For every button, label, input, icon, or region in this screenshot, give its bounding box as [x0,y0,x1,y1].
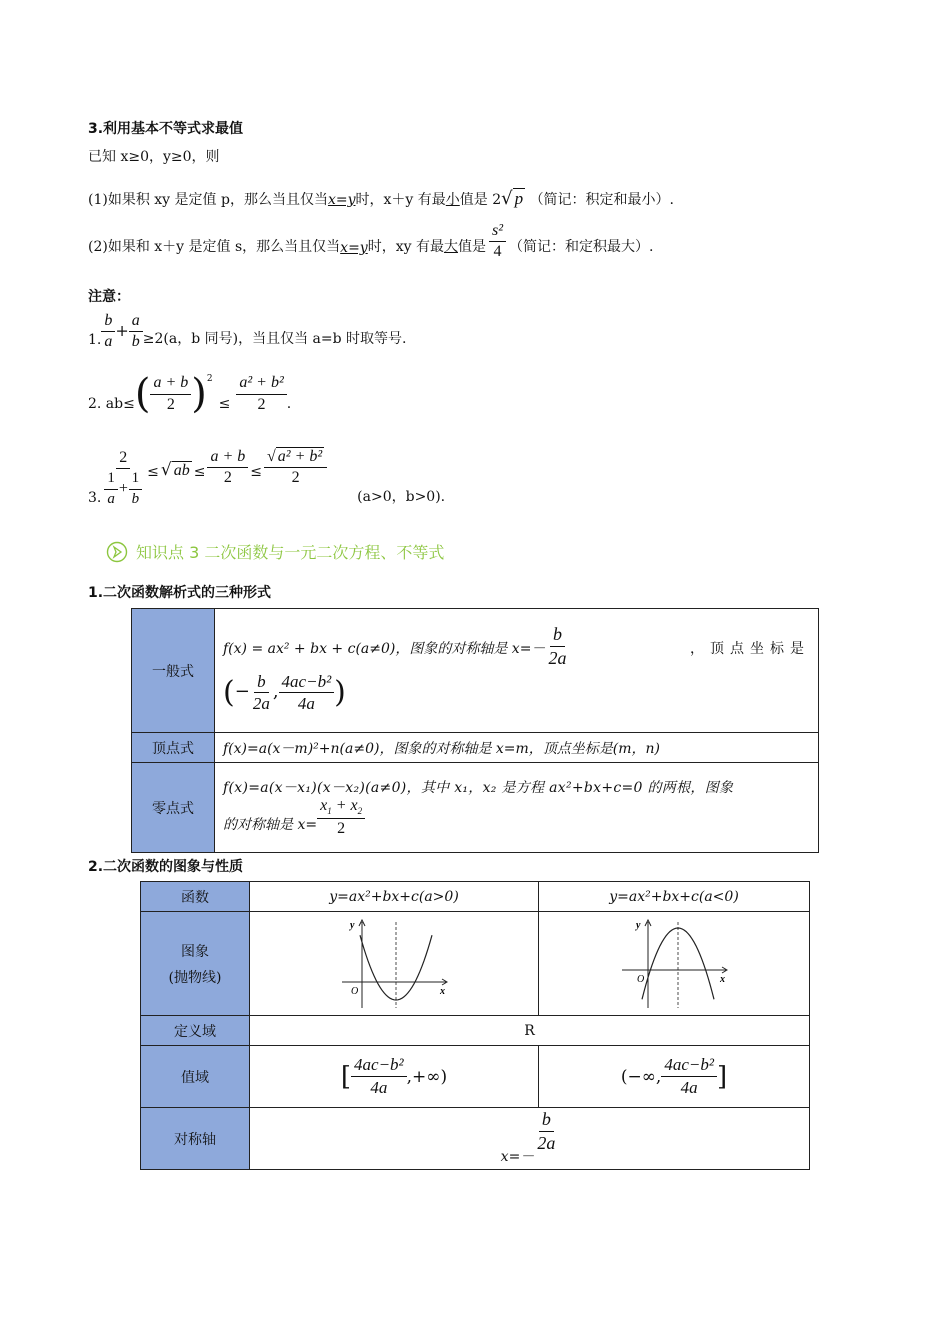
table-row [141,1108,810,1170]
s2-over-4: $\frac{\text{s²}}{4}$ [489,222,506,262]
head-domain: 定义域 [141,1016,250,1046]
form-head-general: 一般式 [132,609,215,733]
axis-value: x=－ $\frac{b}{2a}$ [250,1108,810,1170]
table-row [132,733,819,763]
note-2: 2. ab≤ ( $\frac{a + b}{2}$ ) $^2$ ≤ $\frac{\text{a² + b²}}{2}$ . [88,371,292,417]
table-row [141,912,810,1016]
func-a-negative: y=ax²+bx+c(a<0) [539,882,810,912]
graph-upward [250,912,539,1016]
form-vertex: f(x)=a(x－m)²+n(a≠0)，图象的对称轴是 x=m，顶点坐标是(m，n) [215,733,819,763]
note-3: 3. 2 $\frac{1}{a}$ + $\frac{1}{b}$ ≤ √ ab ≤ $\frac{a + b}{2}$ ≤ $\frac{\text{√ a² + b²}}{2}$ (a>0，b>0). [88,448,446,507]
arrow-circle-icon [106,541,128,563]
form-general: f(x) = ax² + bx + c(a≠0)，图象的对称轴是 x=－ $\frac{b}{2a}$ ，顶点坐标是 ( − $\frac{b}{2a}$ , $\frac{\text{4ac−b²}}{4a}$ ) [215,609,819,733]
section-title: 3.利用基本不等式求最值 [88,121,244,137]
graph-downward [539,912,810,1016]
table-row [141,882,810,912]
parabola-up-graph [334,914,454,1010]
table-row [141,1016,810,1046]
parabola-down-graph [614,914,734,1010]
form-zero: f(x)=a(x－x₁)(x－x₂)(a≠0)，其中 x₁，x₂ 是方程 ax²+bx+c=0 的两根，图象 的对称轴是 x= $\frac{x_1 + x_2}{2}$ [215,763,819,853]
range-a-positive: [ $\frac{\text{4ac−b²}}{4a}$ ,+∞) [250,1046,539,1108]
rule-1: (1)如果积 xy 是定值 p，那么当且仅当x=y时，x＋y 有最小值是 2√ p （简记：积定和最小）. [88,188,675,209]
x-axis-label: x [440,985,445,997]
props-table [140,881,810,1170]
table-row [132,763,819,853]
origin-label: O [351,985,359,997]
func-a-positive: y=ax²+bx+c(a>0) [250,882,539,912]
sqrt-p: p [514,189,524,208]
form-head-zero: 零点式 [132,763,215,853]
knowledge-title: 知识点 3 二次函数与一元二次方程、不等式 [136,543,445,562]
given-text: 已知 x≥0，y≥0，则 [88,149,220,165]
y-axis-label: y [350,919,355,931]
table-row [141,1046,810,1108]
form-head-vertex: 顶点式 [132,733,215,763]
x-axis-label: x [720,973,725,985]
head-function: 函数 [141,882,250,912]
note-1: 1. $\frac{b}{a}$ + $\frac{a}{b}$ ≥2(a，b 同号)，当且仅当 a=b 时取等号. [88,312,407,351]
head-range: 值域 [141,1046,250,1108]
domain-value: R [250,1016,810,1046]
y-axis-label: y [636,919,641,931]
note-title: 注意： [88,289,130,305]
origin-label: O [637,973,645,985]
forms-table [131,608,819,853]
props-title: 2.二次函数的图象与性质 [88,859,244,875]
knowledge-header [106,540,444,563]
head-axis: 对称轴 [141,1108,250,1170]
rule-2: (2)如果和 x＋y 是定值 s，那么当且仅当 x=y 时，xy 有最 大 值是 $\frac{\text{s²}}{4}$ （简记：和定积最大）. [88,222,654,261]
table-row [132,609,819,733]
forms-title: 1.二次函数解析式的三种形式 [88,585,272,601]
head-graph: 图象 (抛物线) [141,912,250,1016]
range-a-negative: (−∞, $\frac{\text{4ac−b²}}{4a}$ ] [539,1046,810,1108]
